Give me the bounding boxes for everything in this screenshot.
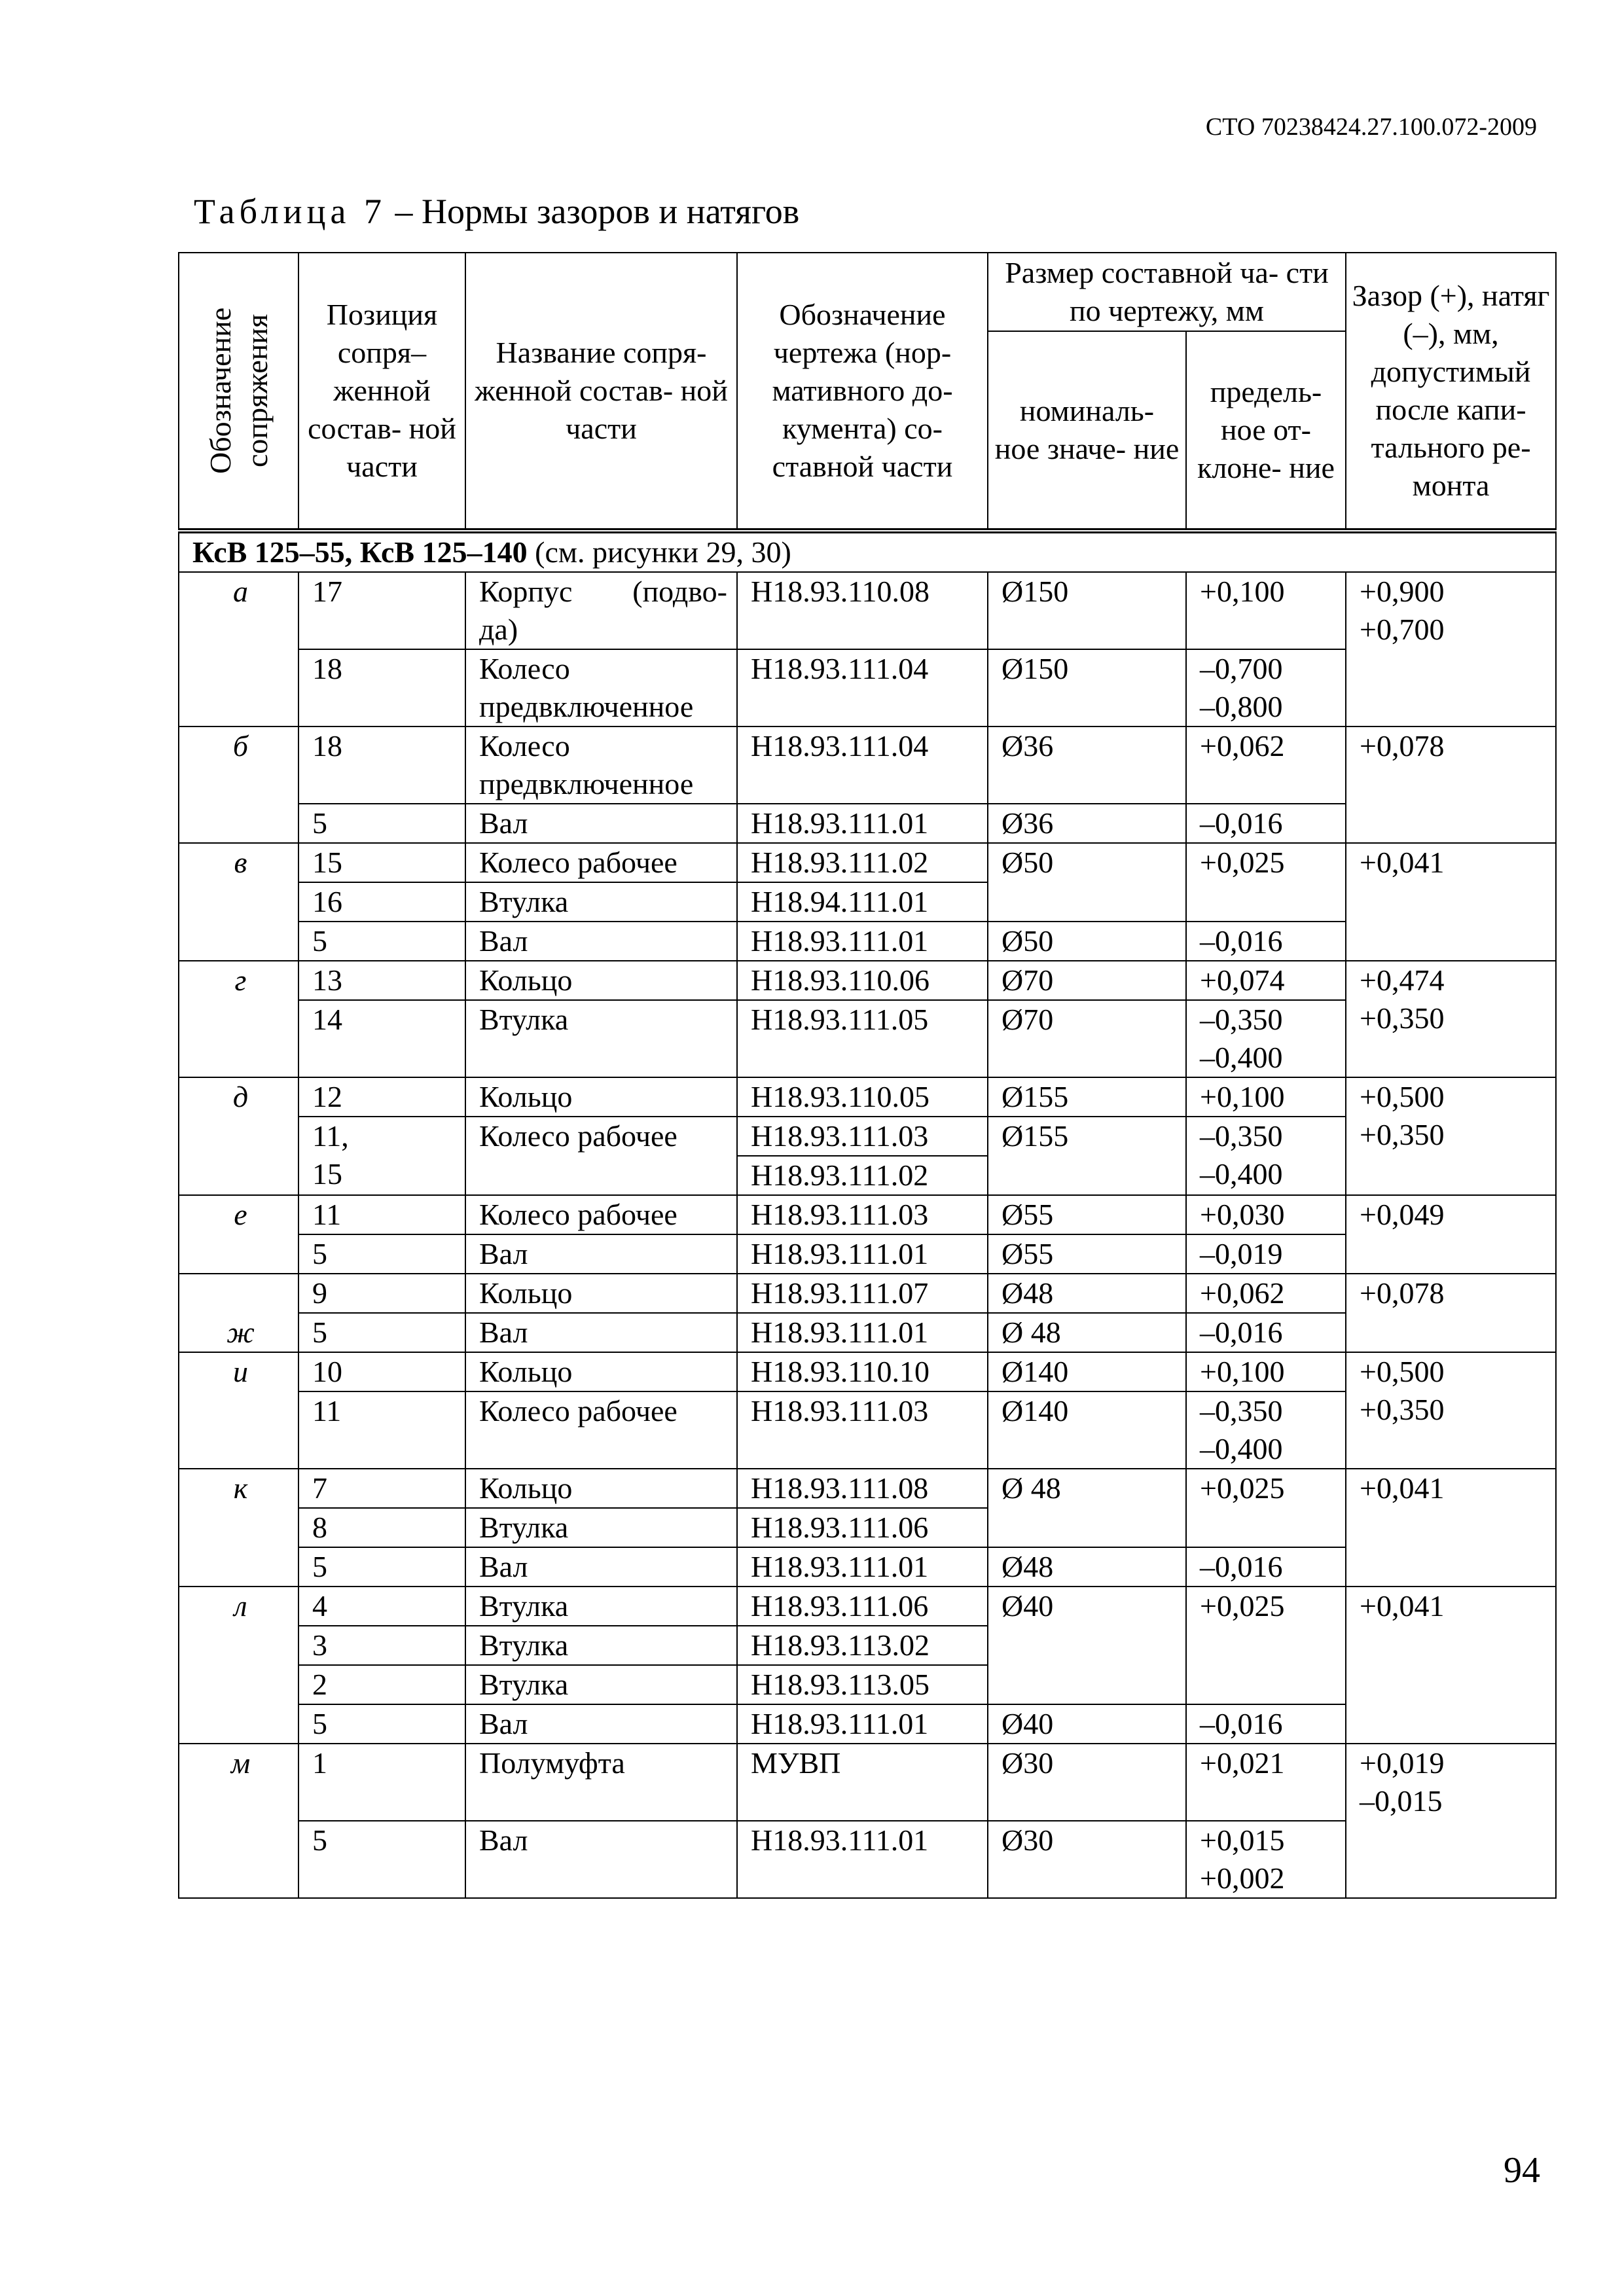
name-cell: Втулка bbox=[465, 1626, 737, 1665]
group-row bbox=[179, 531, 1556, 572]
position-cell: 4 bbox=[298, 1587, 465, 1626]
mate-label: и bbox=[179, 1352, 298, 1469]
mate-label: а bbox=[179, 572, 298, 726]
nominal-cell: Ø 48 bbox=[988, 1469, 1186, 1547]
drawing-cell: Н18.93.111.01 bbox=[737, 1704, 988, 1744]
table-row bbox=[179, 1352, 1556, 1391]
table-row bbox=[179, 843, 1556, 882]
table-caption bbox=[194, 191, 799, 232]
nominal-cell: Ø155 bbox=[988, 1117, 1186, 1195]
position-cell: 16 bbox=[298, 882, 465, 922]
position-cell: 11 bbox=[298, 1195, 465, 1234]
deviation-cell: –0,016 bbox=[1186, 804, 1346, 843]
drawing-cell: Н18.93.111.01 bbox=[737, 1313, 988, 1352]
nominal-cell: Ø30 bbox=[988, 1821, 1186, 1898]
nominal-cell: Ø55 bbox=[988, 1195, 1186, 1234]
position-cell: 9 bbox=[298, 1274, 465, 1313]
nominal-cell: Ø30 bbox=[988, 1744, 1186, 1821]
table-row bbox=[179, 572, 1556, 649]
deviation-cell: +0,074 bbox=[1186, 961, 1346, 1000]
deviation-cell: +0,025 bbox=[1186, 1469, 1346, 1547]
position-cell: 17 bbox=[298, 572, 465, 649]
name-cell: Вал bbox=[465, 1313, 737, 1352]
table-row bbox=[179, 1587, 1556, 1626]
name-cell: Корпус (подво- да) bbox=[465, 572, 737, 649]
table-row bbox=[179, 961, 1556, 1000]
name-cell: Втулка bbox=[465, 1508, 737, 1547]
table-row bbox=[179, 1077, 1556, 1117]
deviation-cell: +0,100 bbox=[1186, 1352, 1346, 1391]
header-position: Позиция сопря– женной состав- ной части bbox=[298, 253, 465, 531]
table-row bbox=[179, 1195, 1556, 1234]
drawing-cell: Н18.93.111.04 bbox=[737, 649, 988, 726]
allowance-cell: +0,500 +0,350 bbox=[1346, 1352, 1556, 1469]
nominal-cell: Ø140 bbox=[988, 1352, 1186, 1391]
allowance-cell: +0,474 +0,350 bbox=[1346, 961, 1556, 1077]
name-cell: Колесо рабочее bbox=[465, 1195, 737, 1234]
mate-label: д bbox=[179, 1077, 298, 1195]
position-cell: 5 bbox=[298, 1547, 465, 1587]
table-row bbox=[179, 1744, 1556, 1821]
deviation-cell: –0,700 –0,800 bbox=[1186, 649, 1346, 726]
nominal-cell: Ø55 bbox=[988, 1234, 1186, 1274]
name-cell: Кольцо bbox=[465, 1352, 737, 1391]
deviation-cell: –0,016 bbox=[1186, 922, 1346, 961]
name-cell: Вал bbox=[465, 804, 737, 843]
deviation-cell: –0,019 bbox=[1186, 1234, 1346, 1274]
deviation-cell: +0,062 bbox=[1186, 726, 1346, 804]
allowance-cell: +0,041 bbox=[1346, 843, 1556, 961]
drawing-cell: МУВП bbox=[737, 1744, 988, 1821]
name-cell: Полумуфта bbox=[465, 1744, 737, 1821]
name-cell: Втулка bbox=[465, 1587, 737, 1626]
deviation-cell: –0,350 –0,400 bbox=[1186, 1000, 1346, 1077]
nominal-cell: Ø40 bbox=[988, 1704, 1186, 1744]
allowance-cell: +0,900 +0,700 bbox=[1346, 572, 1556, 726]
drawing-cell: Н18.93.111.01 bbox=[737, 1234, 988, 1274]
deviation-cell: +0,021 bbox=[1186, 1744, 1346, 1821]
position-cell: 15 bbox=[298, 843, 465, 882]
name-cell: Кольцо bbox=[465, 1077, 737, 1117]
drawing-cell: Н18.93.111.01 bbox=[737, 922, 988, 961]
table-row bbox=[179, 1274, 1556, 1313]
name-cell: Кольцо bbox=[465, 1469, 737, 1508]
drawing-cell: Н18.93.111.02 bbox=[737, 843, 988, 882]
mate-label: б bbox=[179, 726, 298, 843]
deviation-cell: –0,016 bbox=[1186, 1704, 1346, 1744]
header-deviation: предель- ное от- клоне- ние bbox=[1186, 331, 1346, 531]
position-cell: 13 bbox=[298, 961, 465, 1000]
deviation-cell: –0,016 bbox=[1186, 1313, 1346, 1352]
position-cell: 18 bbox=[298, 726, 465, 804]
allowance-cell: +0,078 bbox=[1346, 1274, 1556, 1352]
allowance-cell: +0,078 bbox=[1346, 726, 1556, 843]
deviation-cell: +0,100 bbox=[1186, 572, 1346, 649]
allowance-cell: +0,041 bbox=[1346, 1469, 1556, 1587]
name-cell: Вал bbox=[465, 922, 737, 961]
position-cell: 5 bbox=[298, 1234, 465, 1274]
position-cell: 11 bbox=[298, 1391, 465, 1469]
drawing-cell: Н18.93.111.01 bbox=[737, 1821, 988, 1898]
allowance-cell: +0,019 –0,015 bbox=[1346, 1744, 1556, 1898]
nominal-cell: Ø 48 bbox=[988, 1313, 1186, 1352]
mate-label: е bbox=[179, 1195, 298, 1274]
header-drawing: Обозначение чертежа (нор- мативного до- кумента) со- ставной части bbox=[737, 253, 988, 531]
header-nominal: номиналь- ное значе- ние bbox=[988, 331, 1186, 531]
table-row bbox=[179, 1469, 1556, 1508]
drawing-cell: Н18.93.111.03 bbox=[737, 1195, 988, 1234]
deviation-cell: +0,025 bbox=[1186, 1587, 1346, 1704]
position-cell: 10 bbox=[298, 1352, 465, 1391]
position-cell: 3 bbox=[298, 1626, 465, 1665]
name-cell: Втулка bbox=[465, 1000, 737, 1077]
position-cell: 5 bbox=[298, 1313, 465, 1352]
mate-label: ж bbox=[179, 1274, 298, 1352]
header-size: Размер составной ча- сти по чертежу, мм bbox=[988, 253, 1346, 331]
name-cell: Колесо предвключенное bbox=[465, 726, 737, 804]
name-cell: Вал bbox=[465, 1821, 737, 1898]
drawing-cell: Н18.93.110.05 bbox=[737, 1077, 988, 1117]
table-caption-title: Нормы зазоров и натягов bbox=[421, 192, 800, 231]
nominal-cell: Ø36 bbox=[988, 804, 1186, 843]
allowance-cell: +0,041 bbox=[1346, 1587, 1556, 1744]
position-cell: 5 bbox=[298, 922, 465, 961]
deviation-cell: –0,350 –0,400 bbox=[1186, 1117, 1346, 1195]
drawing-cell: Н18.93.111.03 bbox=[737, 1117, 988, 1156]
drawing-cell: Н18.93.111.01 bbox=[737, 1547, 988, 1587]
norms-table bbox=[178, 252, 1557, 1899]
drawing-cell: Н18.93.111.07 bbox=[737, 1274, 988, 1313]
nominal-cell: Ø50 bbox=[988, 922, 1186, 961]
header-allowance: Зазор (+), натяг (–), мм, допустимый после капи- тального ре- монта bbox=[1346, 253, 1556, 531]
position-cell: 12 bbox=[298, 1077, 465, 1117]
drawing-cell: Н18.93.110.10 bbox=[737, 1352, 988, 1391]
nominal-cell: Ø155 bbox=[988, 1077, 1186, 1117]
mate-label: л bbox=[179, 1587, 298, 1744]
name-cell: Кольцо bbox=[465, 1274, 737, 1313]
nominal-cell: Ø150 bbox=[988, 572, 1186, 649]
nominal-cell: Ø70 bbox=[988, 1000, 1186, 1077]
drawing-cell: Н18.93.111.02 bbox=[737, 1156, 988, 1195]
deviation-cell: –0,016 bbox=[1186, 1547, 1346, 1587]
deviation-cell: +0,100 bbox=[1186, 1077, 1346, 1117]
nominal-cell: Ø150 bbox=[988, 649, 1186, 726]
table-row bbox=[179, 726, 1556, 804]
position-cell: 5 bbox=[298, 1821, 465, 1898]
name-cell: Вал bbox=[465, 1547, 737, 1587]
group-title: КсВ 125–55, КсВ 125–140 (см. рисунки 29, 30) bbox=[179, 531, 1556, 572]
name-cell: Втулка bbox=[465, 1665, 737, 1704]
position-cell: 8 bbox=[298, 1508, 465, 1547]
drawing-cell: Н18.93.111.06 bbox=[737, 1508, 988, 1547]
drawing-cell: Н18.93.110.08 bbox=[737, 572, 988, 649]
nominal-cell: Ø36 bbox=[988, 726, 1186, 804]
drawing-cell: Н18.93.113.02 bbox=[737, 1626, 988, 1665]
drawing-cell: Н18.94.111.01 bbox=[737, 882, 988, 922]
drawing-cell: Н18.93.111.03 bbox=[737, 1391, 988, 1469]
drawing-cell: Н18.93.110.06 bbox=[737, 961, 988, 1000]
drawing-cell: Н18.93.111.01 bbox=[737, 804, 988, 843]
nominal-cell: Ø48 bbox=[988, 1547, 1186, 1587]
name-cell: Втулка bbox=[465, 882, 737, 922]
name-cell: Колесо предвключенное bbox=[465, 649, 737, 726]
deviation-cell: +0,015 +0,002 bbox=[1186, 1821, 1346, 1898]
nominal-cell: Ø50 bbox=[988, 843, 1186, 922]
mate-label: в bbox=[179, 843, 298, 961]
deviation-cell: –0,350 –0,400 bbox=[1186, 1391, 1346, 1469]
drawing-cell: Н18.93.111.04 bbox=[737, 726, 988, 804]
mate-label: к bbox=[179, 1469, 298, 1587]
nominal-cell: Ø140 bbox=[988, 1391, 1186, 1469]
mate-label: г bbox=[179, 961, 298, 1077]
position-cell: 1 bbox=[298, 1744, 465, 1821]
drawing-cell: Н18.93.113.05 bbox=[737, 1665, 988, 1704]
deviation-cell: +0,062 bbox=[1186, 1274, 1346, 1313]
position-cell: 11, 15 bbox=[298, 1117, 465, 1195]
position-cell: 5 bbox=[298, 804, 465, 843]
position-cell: 5 bbox=[298, 1704, 465, 1744]
nominal-cell: Ø40 bbox=[988, 1587, 1186, 1704]
position-cell: 7 bbox=[298, 1469, 465, 1508]
name-cell: Вал bbox=[465, 1704, 737, 1744]
nominal-cell: Ø48 bbox=[988, 1274, 1186, 1313]
table-caption-dash: – bbox=[386, 192, 422, 231]
deviation-cell: +0,025 bbox=[1186, 843, 1346, 922]
drawing-cell: Н18.93.111.05 bbox=[737, 1000, 988, 1077]
deviation-cell: +0,030 bbox=[1186, 1195, 1346, 1234]
header-row-1 bbox=[179, 253, 1556, 331]
position-cell: 2 bbox=[298, 1665, 465, 1704]
allowance-cell: +0,049 bbox=[1346, 1195, 1556, 1274]
mate-label: м bbox=[179, 1744, 298, 1898]
drawing-cell: Н18.93.111.08 bbox=[737, 1469, 988, 1508]
header-name: Название сопря- женной состав- ной части bbox=[465, 253, 737, 531]
document-code: СТО 70238424.27.100.072-2009 bbox=[1205, 113, 1537, 141]
nominal-cell: Ø70 bbox=[988, 961, 1186, 1000]
allowance-cell: +0,500 +0,350 bbox=[1346, 1077, 1556, 1195]
page-number: 94 bbox=[1504, 2150, 1540, 2191]
name-cell: Колесо рабочее bbox=[465, 1391, 737, 1469]
name-cell: Вал bbox=[465, 1234, 737, 1274]
name-cell: Колесо рабочее bbox=[465, 843, 737, 882]
table-caption-label: Таблица 7 bbox=[194, 192, 386, 231]
drawing-cell: Н18.93.111.06 bbox=[737, 1587, 988, 1626]
name-cell: Колесо рабочее bbox=[465, 1117, 737, 1195]
position-cell: 14 bbox=[298, 1000, 465, 1077]
position-cell: 18 bbox=[298, 649, 465, 726]
name-cell: Кольцо bbox=[465, 961, 737, 1000]
header-mate: Обозначение сопряжения bbox=[179, 253, 298, 531]
